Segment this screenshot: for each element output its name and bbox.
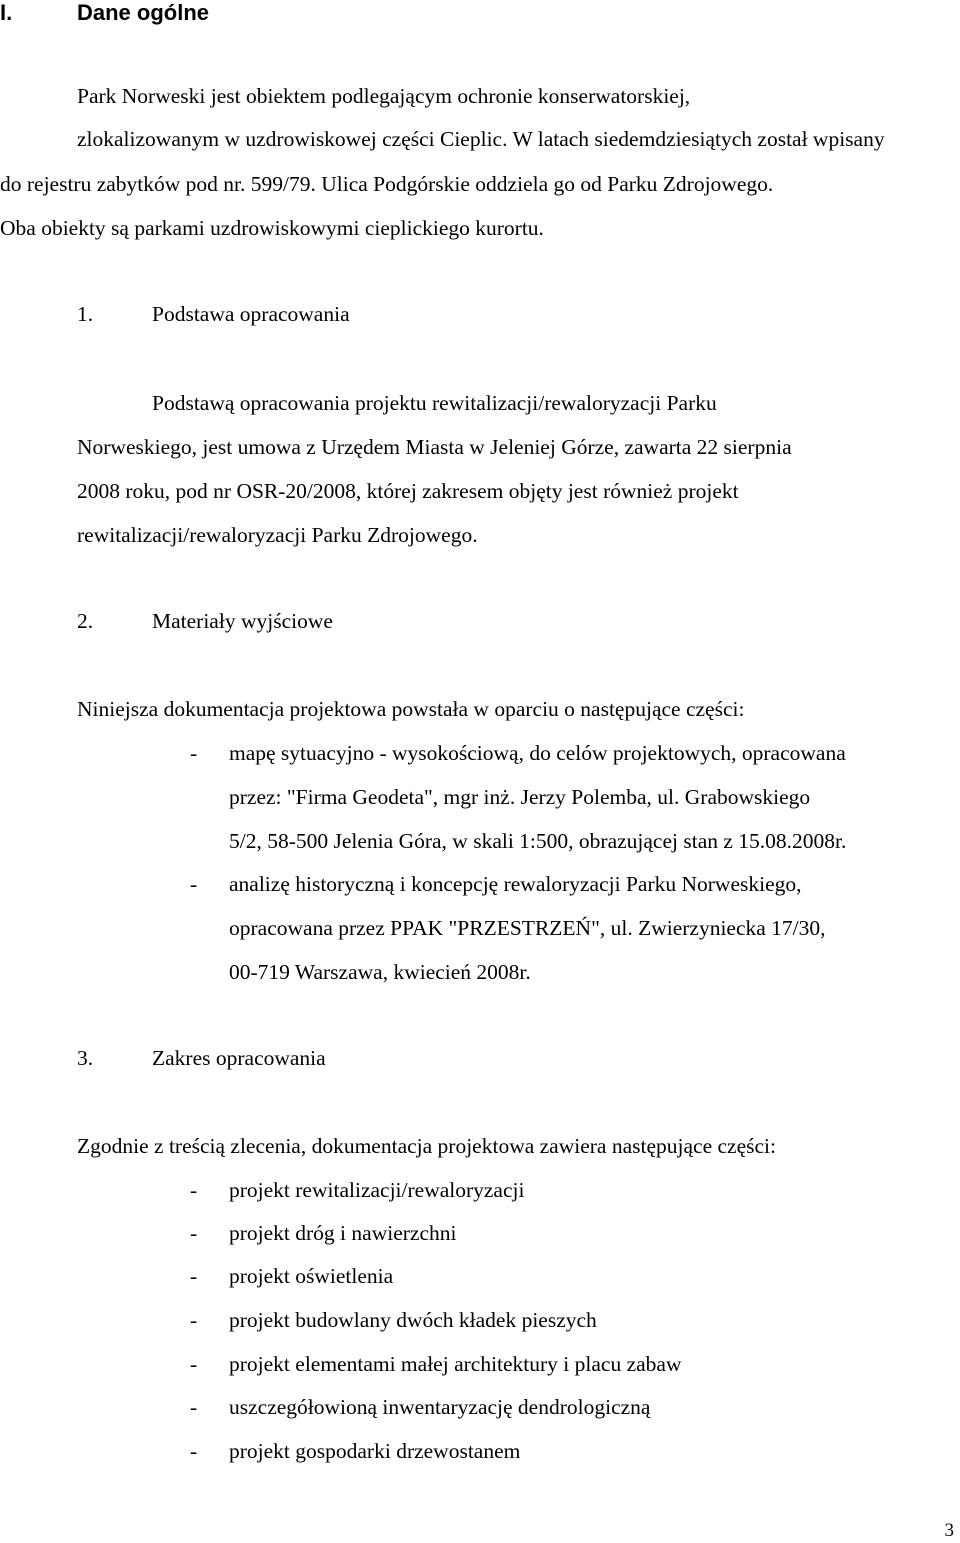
section-number: 2. — [77, 609, 94, 633]
list-item-text: projekt budowlany dwóch kładek pieszych — [229, 1308, 597, 1332]
list-dash: - — [190, 1221, 198, 1245]
section-title: Podstawa opracowania — [152, 302, 350, 326]
paragraph-line: rewitalizacji/rewaloryzacji Parku Zdrojowego. — [77, 523, 478, 547]
paragraph-line: Oba obiekty są parkami uzdrowiskowymi cieplickiego kurortu. — [0, 216, 544, 240]
list-dash: - — [190, 1395, 198, 1419]
list-item-text: projekt oświetlenia — [229, 1264, 394, 1288]
list-item-text: projekt gospodarki drzewostanem — [229, 1439, 521, 1463]
list-item-text: uszczegółowioną inwentaryzację dendrologiczną — [229, 1395, 651, 1419]
list-item-line: 00-719 Warszawa, kwiecień 2008r. — [229, 960, 531, 984]
chapter-number: I. — [0, 0, 13, 25]
list-dash: - — [190, 1439, 198, 1463]
list-item-line: analizę historyczną i koncepcję rewaloryzacji Parku Norweskiego, — [229, 872, 802, 896]
page-number: 3 — [944, 1520, 954, 1541]
section-intro: Niniejsza dokumentacja projektowa powstała w oparciu o następujące części: — [77, 697, 745, 721]
section-number: 1. — [77, 302, 94, 326]
section-title: Zakres opracowania — [152, 1046, 326, 1070]
paragraph-line: 2008 roku, pod nr OSR-20/2008, której zakresem objęty jest również projekt — [77, 479, 739, 503]
paragraph-line: Norweskiego, jest umowa z Urzędem Miasta w Jeleniej Górze, zawarta 22 sierpnia — [77, 435, 792, 459]
list-item-line: mapę sytuacyjno - wysokościową, do celów projektowych, opracowana — [229, 741, 846, 765]
section-number: 3. — [77, 1046, 94, 1070]
list-item-text: projekt rewitalizacji/rewaloryzacji — [229, 1178, 525, 1202]
chapter-title: Dane ogólne — [77, 0, 210, 25]
list-dash: - — [190, 1264, 198, 1288]
list-dash: - — [190, 1178, 198, 1202]
list-dash: - — [190, 741, 198, 765]
paragraph-line: Podstawą opracowania projektu rewitalizacji/rewaloryzacji Parku — [152, 391, 717, 415]
section-intro: Zgodnie z treścią zlecenia, dokumentacja projektowa zawiera następujące części: — [77, 1134, 776, 1158]
list-item-line: przez: "Firma Geodeta", mgr inż. Jerzy Polemba, ul. Grabowskiego — [229, 785, 811, 809]
section-title: Materiały wyjściowe — [152, 609, 333, 633]
paragraph-line: Park Norweski jest obiektem podlegającym ochronie konserwatorskiej, — [77, 84, 691, 108]
list-dash: - — [190, 1308, 198, 1332]
paragraph-line: do rejestru zabytków pod nr. 599/79. Ulica Podgórskie oddziela go od Parku Zdrojowego. — [0, 172, 774, 196]
list-item-text: projekt elementami małej architektury i placu zabaw — [229, 1352, 682, 1376]
list-dash: - — [190, 1352, 198, 1376]
list-item-line: opracowana przez PPAK "PRZESTRZEŃ", ul. Zwierzyniecka 17/30, — [229, 916, 826, 940]
list-item-text: projekt dróg i nawierzchni — [229, 1221, 457, 1245]
paragraph-line: zlokalizowanym w uzdrowiskowej części Cieplic. W latach siedemdziesiątych został wpisany — [77, 127, 885, 151]
list-dash: - — [190, 872, 198, 896]
list-item-line: 5/2, 58-500 Jelenia Góra, w skali 1:500, obrazującej stan z 15.08.2008r. — [229, 829, 847, 853]
